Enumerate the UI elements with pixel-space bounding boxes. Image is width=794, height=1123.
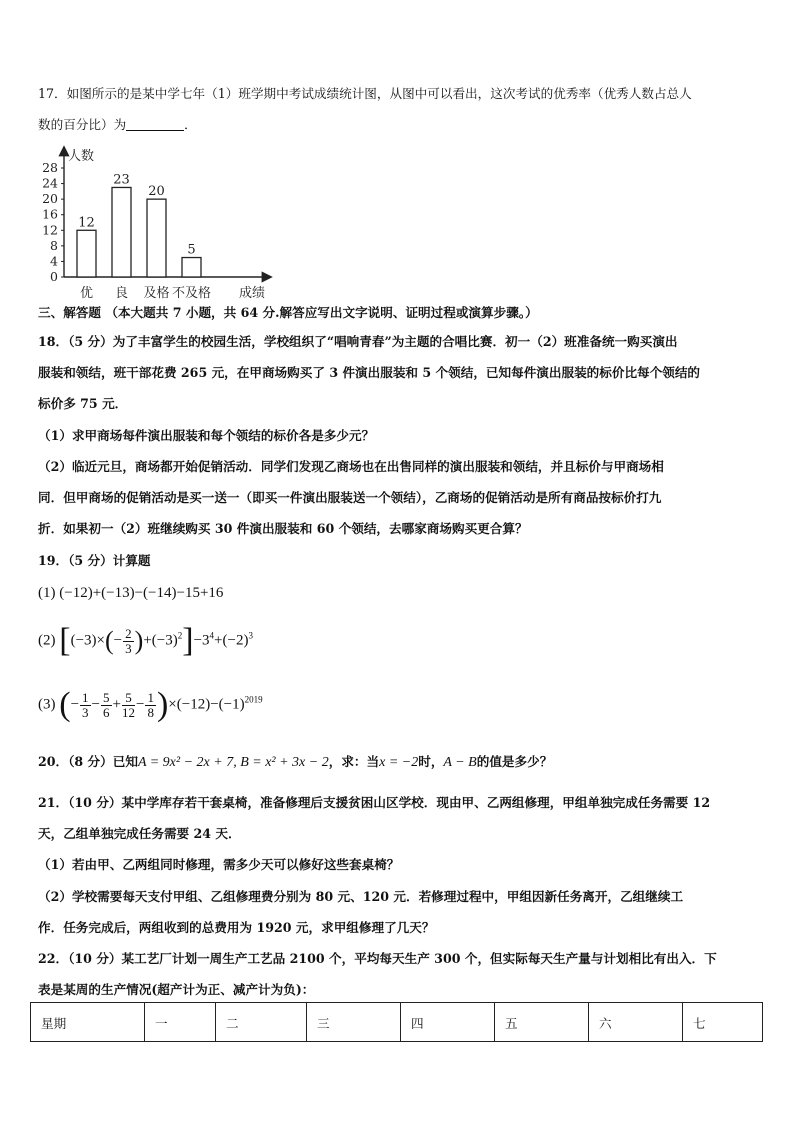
y-tick-label: 28: [42, 160, 58, 175]
table-cell: 二: [216, 1003, 307, 1042]
y-tick-label: 12: [42, 222, 58, 238]
bar-value-label: 23: [113, 172, 130, 188]
q17-line2-text: 数的百分比）为: [38, 117, 127, 132]
q21-line1: 21．（10 分）某中学库存若干套桌椅，准备修理后支援贫困山区学校．现由甲、乙两组修理，甲组单独完成任务需要 12: [38, 795, 711, 810]
fraction-denominator: 3: [125, 640, 132, 656]
answer-blank: [126, 118, 184, 131]
q17-line1: 17．如图所示的是某中学七年（1）班学期中考试成绩统计图，从图中可以看出，这次考试的优秀率（优秀人数占总人: [38, 86, 692, 101]
y-tick-label: 16: [42, 206, 58, 222]
expr2-part-c: −3: [193, 632, 210, 649]
table-cell: 六: [589, 1003, 683, 1042]
table-cell: 星期: [31, 1003, 145, 1042]
q19-expression-3: (3) (− $\frac{1}{3}$ − $\frac{5}{6}$ + $\frac{5}{12}$ − $\frac{1}{8}$ )$\times(-12)-(-1)^{2019}$: [38, 686, 263, 723]
exponent: 2019: [244, 694, 263, 705]
fraction: [80, 691, 91, 720]
table-cell: 一: [145, 1003, 216, 1042]
q20-text-c: 时，: [418, 754, 444, 769]
expr2-part-b: +(−3): [143, 632, 178, 649]
fraction: [122, 691, 135, 720]
table-cell: 七: [683, 1003, 763, 1042]
q20-line: [38, 754, 764, 771]
q18-line1: 18．（5 分）为了丰富学生的校园生活，学校组织了“唱响青春”为主题的合唱比赛．初一（2）班准备统一购买演出: [38, 334, 678, 349]
fraction: [123, 627, 134, 656]
exponent: 3: [248, 630, 253, 641]
q21-part2-line2: 作．任务完成后，两组收到的总费用为 1920 元，求甲组修理了几天？: [38, 920, 435, 935]
production-table: [30, 1002, 763, 1042]
table-cell: 四: [401, 1003, 495, 1042]
fraction-numerator: 5: [103, 689, 110, 705]
exponent: 4: [209, 630, 215, 641]
y-tick-label: 8: [50, 237, 58, 253]
q17-line2: [38, 117, 764, 133]
q19-expression-1: (1) (−12)+(−13)−(−14)−15+16: [38, 585, 224, 601]
exponent: 2: [177, 630, 183, 641]
q18-line2: 服装和领结，班干部花费 265 元，在甲商场购买了 3 件演出服装和 5 个领结，已知每件演出服装的标价比每个领结的: [38, 365, 701, 380]
table-row: [31, 1003, 763, 1042]
q21-line2: 天，乙组单独完成任务需要 24 天．: [38, 826, 241, 841]
expr3-label: (3): [38, 696, 56, 713]
x-axis-label: 成绩: [238, 286, 266, 301]
fraction-numerator: 2: [125, 625, 132, 641]
q20-text-a: 20．（8 分）已知: [38, 754, 138, 769]
q19-expression-2: (2) [(−3)×(− $\frac{2}{3}$ )$+(-3)^2]-3^4+(-2)^3$: [38, 622, 253, 659]
category-label: 良: [114, 286, 129, 301]
q22-line1: 22．（10 分）某工艺厂计划一周生产工艺品 2100 个，平均每天生产 300 个，但实际每天生产量与计划相比有出入．下: [38, 951, 717, 966]
q19-title: 19．（5 分）计算题: [38, 553, 151, 568]
q20-condition: x = −2: [379, 755, 419, 770]
fraction-numerator: 5: [122, 691, 135, 706]
fraction-denominator: 12: [121, 704, 135, 720]
expr2-part-a: (−3)×: [70, 632, 105, 649]
category-label: 及格: [143, 286, 170, 301]
q22-line2: 表是某周的生产情况(超产计为正、减产计为负)：: [38, 982, 315, 997]
expr2-label: (2): [38, 632, 56, 649]
q18-part2-line3: 折．如果初一（2）班继续购买 30 件演出服装和 60 个领结，去哪家商场购买更合算？: [38, 521, 528, 536]
category-label: 优: [79, 286, 94, 301]
bar: [112, 187, 131, 277]
section-heading: 三、解答题 （本大题共 7 小题，共 64 分.解答应写出文字说明、证明过程或演算步骤。）: [38, 305, 538, 320]
fraction-denominator: 3: [82, 704, 89, 720]
y-tick-label: 4: [50, 253, 58, 269]
q17-line2-end: ．: [184, 117, 197, 132]
expr2-part-d: +(−2): [214, 632, 249, 649]
bar: [77, 230, 96, 277]
q20-expression: A = 9x² − 2x + 7, B = x² + 3x − 2: [137, 755, 329, 770]
y-tick-label: 24: [42, 175, 58, 191]
q18-part2-line1: （2）临近元旦，商场都开始促销活动．同学们发现乙商场也在出售同样的演出服装和领结，并且标价与甲商场相: [38, 459, 664, 474]
q21-part2-line1: （2）学校需要每天支付甲组、乙组修理费分别为 80 元、120 元．若修理过程中，甲组因新任务离开，乙组继续工: [38, 889, 684, 904]
y-tick-label: 0: [50, 269, 58, 284]
bar-value-label: 20: [148, 184, 165, 200]
q18-line3: 标价多 75 元．: [38, 396, 128, 411]
y-axis-label: 人数: [68, 149, 95, 164]
category-label: 不及格: [171, 286, 212, 301]
fraction-numerator: 1: [82, 689, 89, 705]
q20-text-b: ，求：当: [328, 754, 380, 769]
y-tick-label: 20: [42, 191, 58, 207]
fraction: [101, 691, 112, 720]
fraction-denominator: 6: [103, 704, 110, 720]
q18-part1: （1）求甲商场每件演出服装和每个领结的标价各是多少元？: [38, 428, 375, 443]
fraction-numerator: 1: [147, 689, 154, 705]
fraction: [145, 691, 156, 720]
q20-target: A − B: [443, 755, 477, 770]
expr3-tail: ×(−12)−(−1): [168, 696, 245, 713]
bar-chart: [30, 140, 280, 330]
bar: [147, 199, 166, 277]
q18-part2-line2: 同．但甲商场的促销活动是买一送一（即买一件演出服装送一个领结），乙商场的促销活动是所有商品按标价打九: [38, 490, 662, 505]
q20-text-d: 的值是多少？: [476, 754, 553, 769]
table-cell: 五: [495, 1003, 589, 1042]
q21-part1: （1）若由甲、乙两组同时修理，需多少天可以修好这些套桌椅？: [38, 857, 400, 872]
bar: [182, 258, 201, 277]
fraction-denominator: 8: [147, 704, 154, 720]
bar-value-label: 5: [187, 242, 196, 258]
chart-bars: [77, 187, 201, 277]
table-cell: 三: [307, 1003, 401, 1042]
bar-value-label: 12: [78, 215, 95, 231]
